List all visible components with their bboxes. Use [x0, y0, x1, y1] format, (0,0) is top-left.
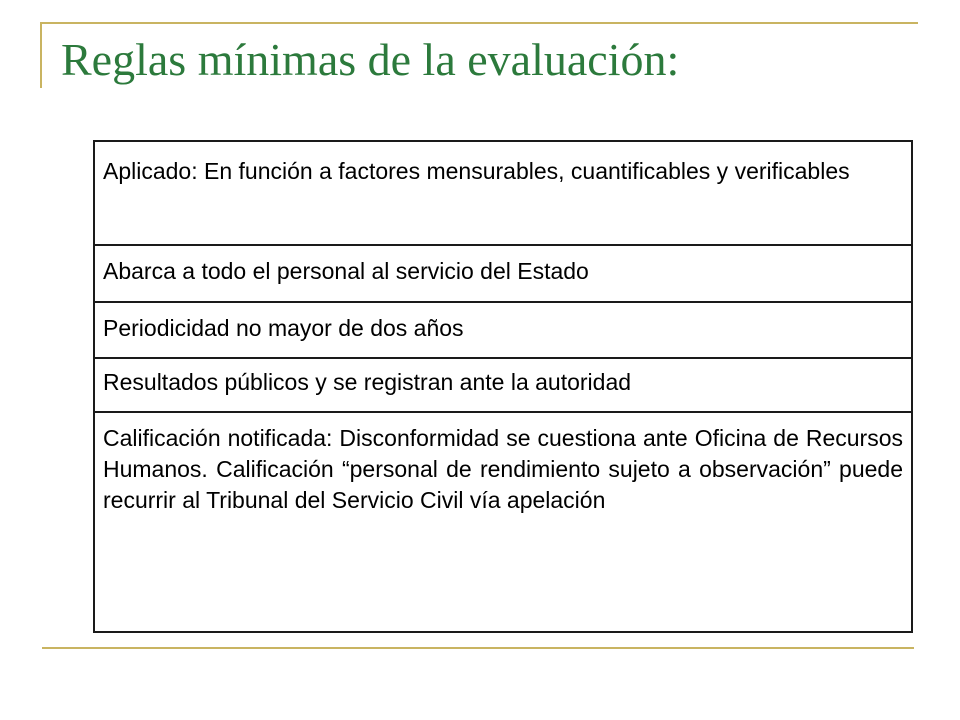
table-row: [94, 245, 912, 302]
table-row: [94, 412, 912, 632]
decorative-vertical-line: [40, 22, 42, 88]
rule-cell-resultados: Resultados públicos y se registran ante la autoridad: [94, 358, 912, 412]
rule-cell-aplicado: Aplicado: En función a factores mensurables, cuantificables y verificables: [94, 141, 912, 245]
rule-cell-periodicidad: Periodicidad no mayor de dos años: [94, 302, 912, 358]
decorative-bottom-line: [42, 647, 914, 649]
table-row: [94, 302, 912, 358]
rule-cell-calificacion: Calificación notificada: Disconformidad se cuestiona ante Oficina de Recursos Humanos. Calificación “personal de rendimiento sujeto a observación” puede recurrir al Tribunal del Servicio Civil vía apelación: [94, 412, 912, 632]
table-row: [94, 141, 912, 245]
rule-cell-abarca: Abarca a todo el personal al servicio del Estado: [94, 245, 912, 302]
decorative-top-line: [40, 22, 918, 24]
slide-title: Reglas mínimas de la evaluación:: [61, 34, 680, 85]
rules-table: [93, 140, 913, 633]
table-row: [94, 358, 912, 412]
